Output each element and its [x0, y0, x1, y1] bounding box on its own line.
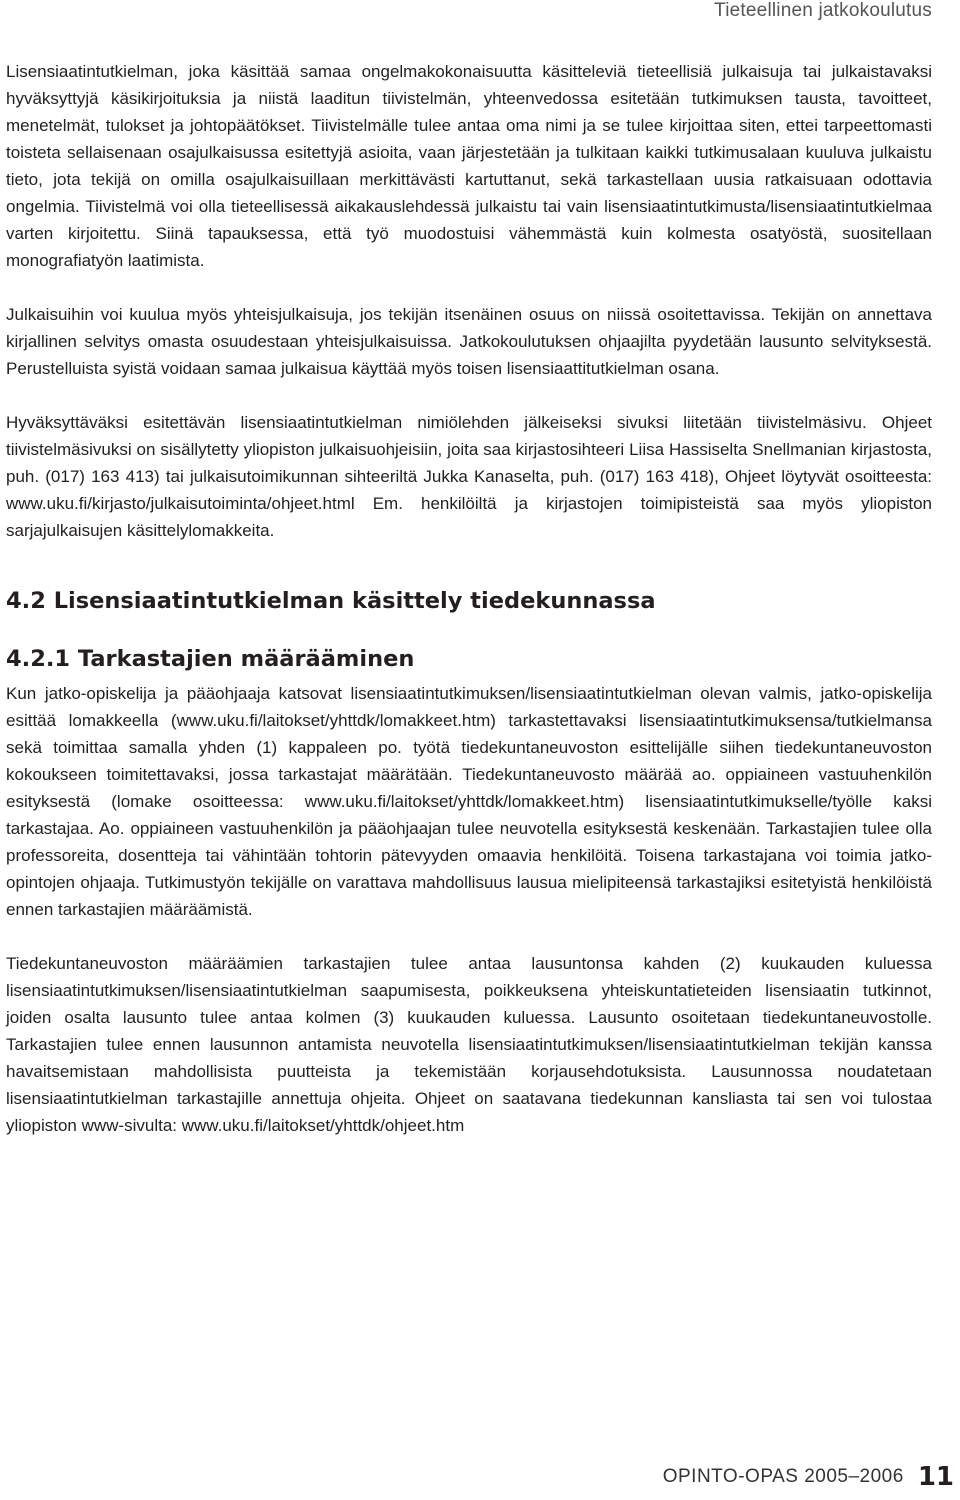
paragraph-tiivistelma: Lisensiaatintutkielman, joka käsittää samaa ongelmakokonaisuutta käsitteleviä tieteellisiä julkaisuja tai julkaistavaksi hyväksyttyjä käsikirjoituksia ja niistä laaditun tiivistelmän, yhteenvedossa esitetään tutkimuksen tausta, tavoitteet, menetelmät, tulokset ja johtopäätökset. Tiivistelmälle tulee antaa oma nimi ja se tulee kirjoittaa siten, ettei tarpeettomasti toisteta sellaisenaan osajulkaisussa esitettyjä asioita, vaan järjestetään ja tulkitaan kaikki tutkimusalaan kuuluva julkaistu tieto, jota tekijä on omilla osajulkaisuillaan merkittävästi kartuttanut, sekä tarkastellaan uusia ratkaisuaan odottavia ongelmia. Tiivistelmä voi olla tieteellisessä aikakauslehdessä julkaistu tai vain lisensiaatintutkimusta/lisensiaatintutkielmaa varten kirjoitettu. Siinä tapauksessa, että työ muodostuisi vähemmästä kuin kolmesta osatyöstä, suositellaan monografiatyön laatimista. [6, 62, 932, 270]
document-body [6, 58, 932, 1139]
paragraph-tarkastajat: Kun jatko-opiskelija ja pääohjaaja katsovat lisensiaatintutkimuksen/lisensiaatintutkielman olevan valmis, jatko-opiskelija esittää lomakkeella (www.uku.fi/laitokset/yhttdk/lomakkeet.htm) tarkastettavaksi lisensiaatintutkimuksensa/tutkielmansa sekä toimittaa samalla yhden (1) kappaleen po. työtä tiedekuntaneuvoston esittelijälle siihen tiedekuntaneuvoston kokoukseen toimitettavaksi, jossa tarkastajat määrätään. Tiedekuntaneuvosto määrää ao. oppiaineen vastuuhenkilön esityksestä (lomake osoitteessa: www.uku.fi/laitokset/yhttdk/lomakkeet.htm) lisensiaatintutkimukselle/työlle kaksi tarkastajaa. Ao. oppiaineen vastuuhenkilön ja pääohjaajan tulee neuvotella esityksestä keskenään. Tarkastajien tulee olla professoreita, dosentteja tai vähintään tohtorin pätevyyden omaavia henkilöitä. Toisena tarkastajana voi toimia jatko-opintojen ohjaaja. Tutkimustyön tekijälle on varattava mahdollisuus lausua mielipiteensä tarkastajiksi esitetyistä henkilöistä ennen tarkastajien määräämistä. [6, 684, 932, 919]
page-footer [663, 1462, 954, 1492]
page-number: 11 [917, 1462, 954, 1492]
running-header: Tieteellinen jatkokoulutus [714, 0, 932, 21]
section-heading: 4.2 Lisensiaatintutkielman käsittely tiedekunnassa [6, 588, 656, 614]
paragraph-lausunto: Tiedekuntaneuvoston määräämien tarkastajien tulee antaa lausuntonsa kahden (2) kuukauden kuluessa lisensiaatintutkimuksen/lisensiaatintutkielman saapumisesta, poikkeuksena yhteiskuntatieteiden lisensiaatin tutkinnot, joiden osalta lausunto tulee antaa kolmen (3) kuukauden kuluessa. Lausunto osoitetaan tiedekuntaneuvostolle. Tarkastajien tulee ennen lausunnon antamista neuvotella lisensiaatintutkimuksen/lisensiaatintutkielman tekijän kanssa havaitsemistaan mahdollisista puutteista ja tekemistään korjausehdotuksista. Lausunnossa noudatetaan lisensiaatintutkielman tarkastajille annettuja ohjeita. Ohjeet on saatavana tiedekunnan kansliasta tai sen voi tulostaa yliopiston www-sivulta: www.uku.fi/laitokset/yhttdk/ohjeet.htm [6, 954, 932, 1135]
subsection-heading: 4.2.1 Tarkastajien määrääminen [6, 646, 415, 672]
footer-label: OPINTO-OPAS 2005–2006 [662, 1466, 904, 1487]
paragraph-yhteisjulkaisut: Julkaisuihin voi kuulua myös yhteisjulkaisuja, jos tekijän itsenäinen osuus on niissä osoitettavissa. Tekijän on annettava kirjallinen selvitys omasta osuudestaan yhteisjulkaisuissa. Jatkokoulutuksen ohjaajilta pyydetään lausunto selvityksestä. Perustelluista syistä voidaan samaa julkaisua käyttää myös toisen lisensiaattitutkielman osana. [6, 305, 932, 378]
paragraph-tiivistelmasivu: Hyväksyttäväksi esitettävän lisensiaatintutkielman nimiölehden jälkeiseksi sivuksi liitetään tiivistelmäsivu. Ohjeet tiivistelmäsivuksi on sisällytetty yliopiston julkaisuohjeisiin, joita saa kirjastosihteeri Liisa Hassiselta Snellmanian kirjastosta, puh. (017) 163 413) tai julkaisutoimikunnan sihteeriltä Jukka Kanaselta, puh. (017) 163 418), Ohjeet löytyvät osoitteesta: www.uku.fi/kirjasto/julkaisutoiminta/ohjeet.html Em. henkilöiltä ja kirjastojen toimipisteistä saa myös yliopiston sarjajulkaisujen käsittelylomakkeita. [6, 413, 932, 540]
